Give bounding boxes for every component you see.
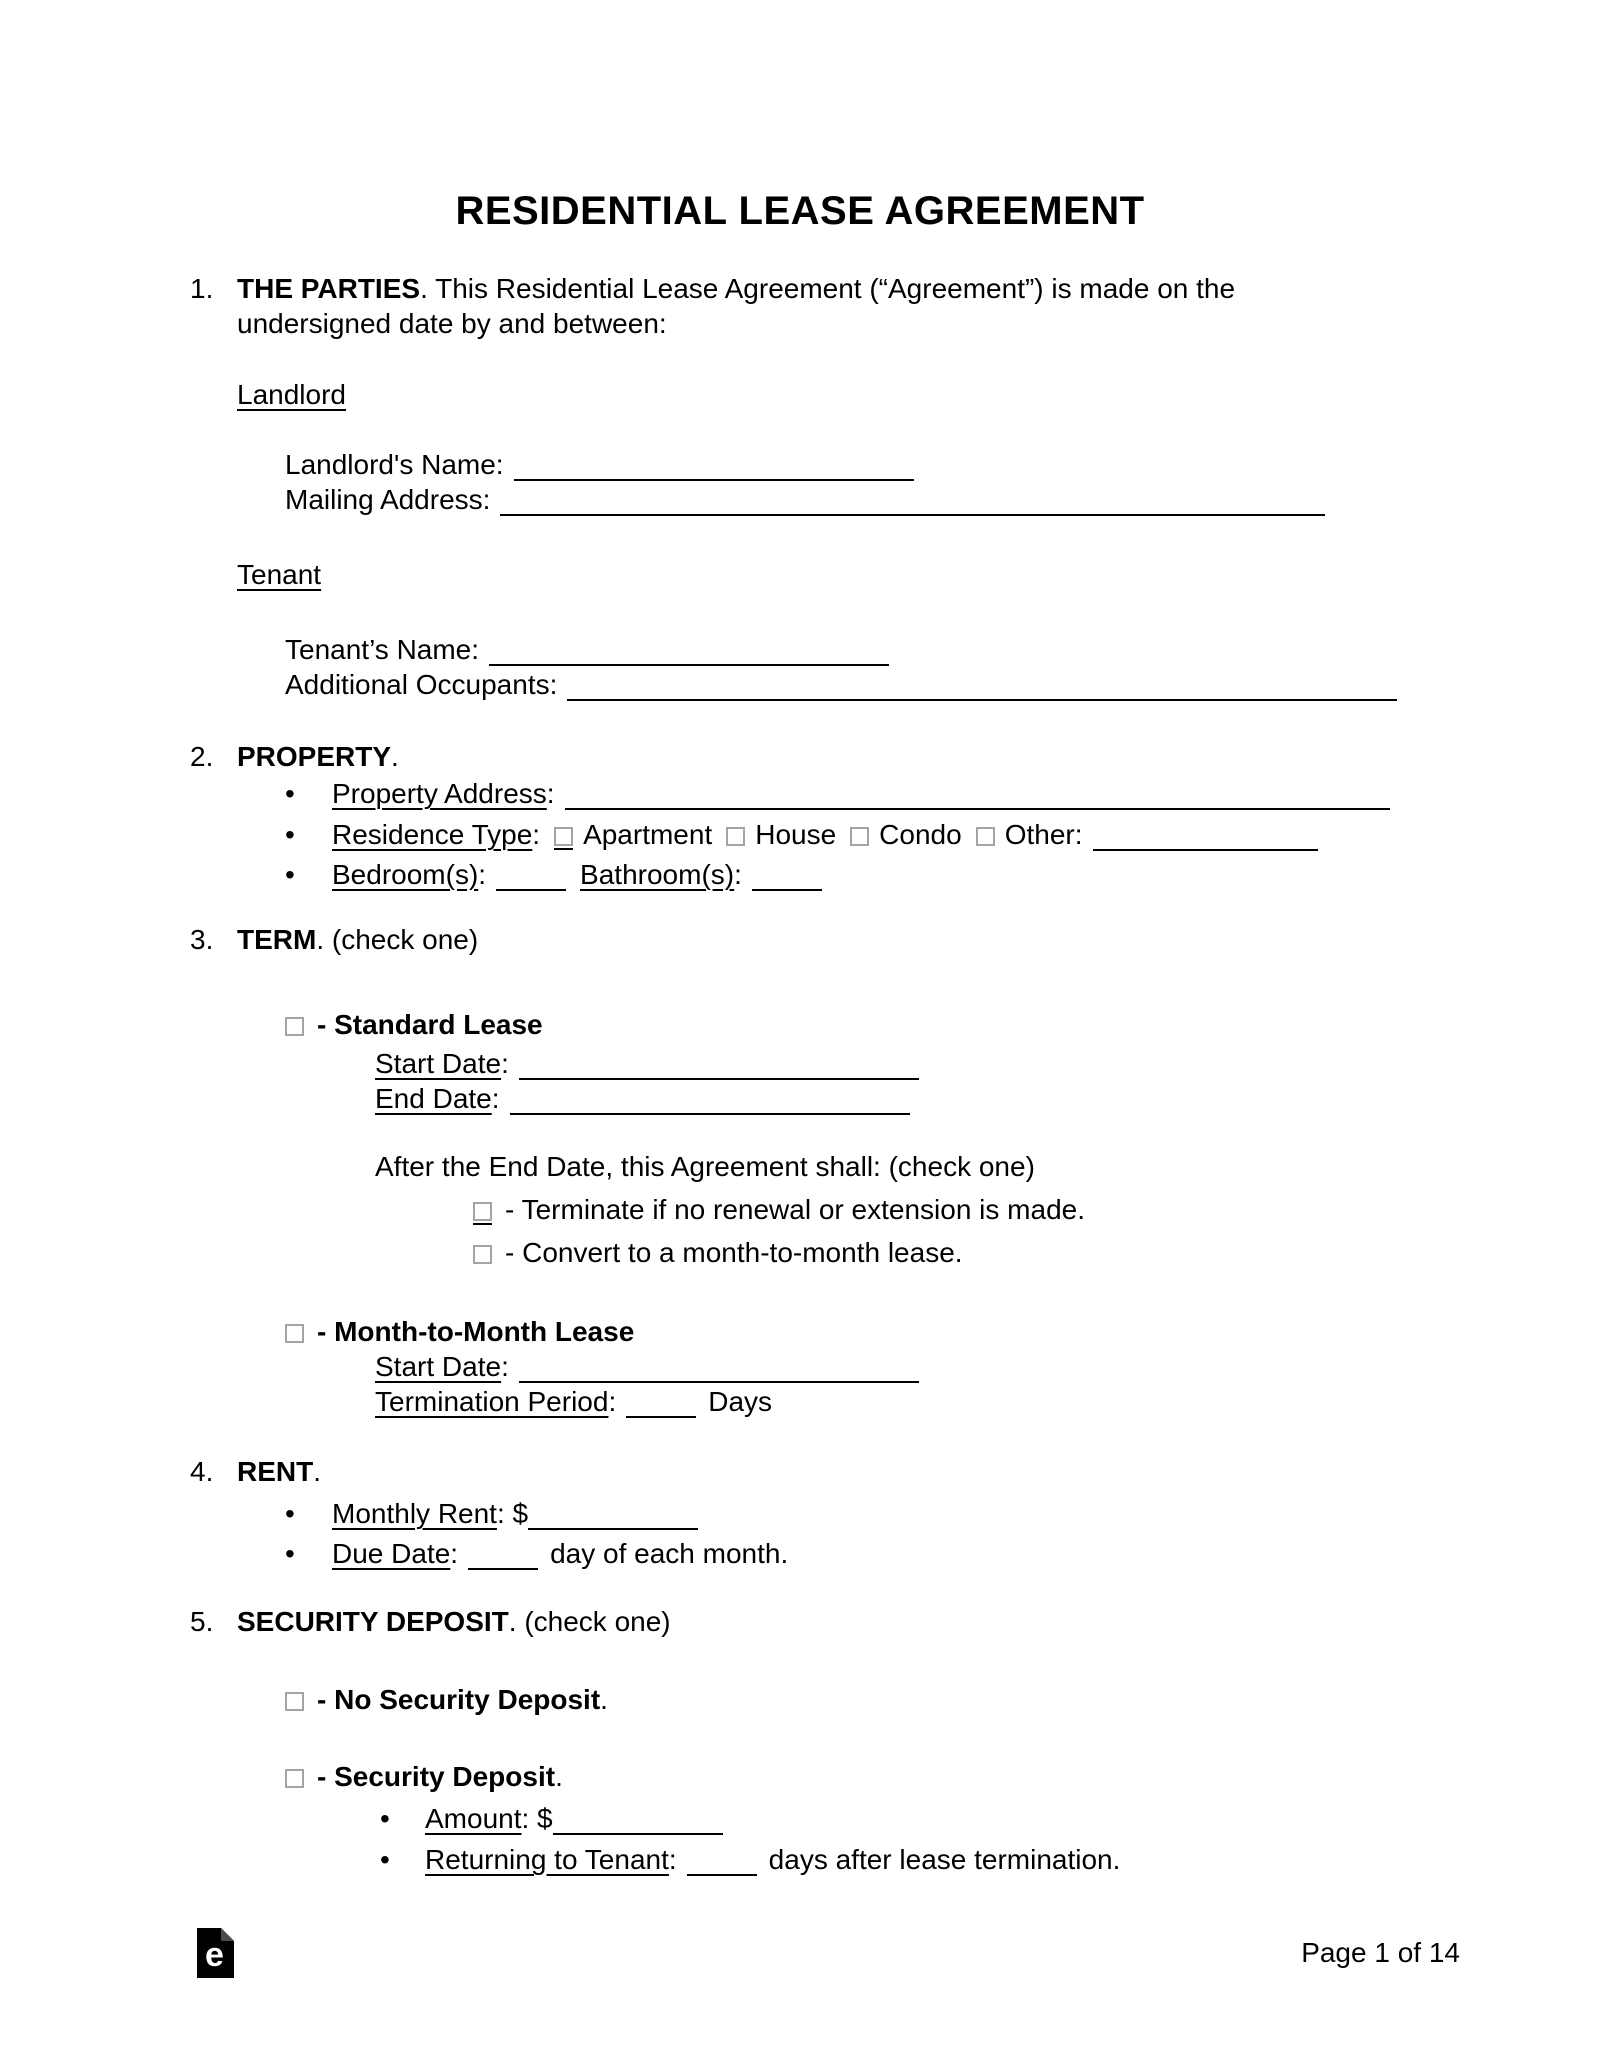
landlord-heading: Landlord: [237, 379, 346, 410]
m2m-start-date-label: Start Date: [375, 1351, 502, 1382]
standard-start-date-line: Start Date:: [375, 1047, 919, 1081]
due-date-label: Due Date: [332, 1538, 451, 1569]
section-4-title: RENT: [237, 1456, 314, 1487]
bathrooms-label: Bathroom(s): [580, 859, 735, 890]
condo-checkbox[interactable]: [850, 827, 869, 846]
apartment-option-label: Apartment: [583, 819, 713, 850]
other-residence-blank-field[interactable]: [1093, 829, 1318, 851]
section-4-number: 4.: [190, 1456, 214, 1487]
standard-lease-label: - Standard Lease: [317, 1009, 543, 1040]
bullet-icon: [380, 1802, 425, 1836]
bullet-icon: [285, 818, 332, 852]
m2m-start-date-line: Start Date:: [375, 1350, 919, 1384]
condo-option-label: Condo: [879, 819, 962, 850]
security-deposit-heading-line: 5. SECURITY DEPOSIT. (check one): [190, 1606, 671, 1637]
mailing-address-label: Mailing Address:: [285, 484, 491, 515]
document-title: RESIDENTIAL LEASE AGREEMENT: [455, 189, 1145, 233]
bullet-icon: [285, 1537, 332, 1571]
bedrooms-blank-field[interactable]: [496, 869, 566, 891]
returning-blank-field[interactable]: [687, 1854, 757, 1876]
monthly-rent-label: Monthly Rent: [332, 1498, 497, 1529]
days-label: Days: [708, 1386, 773, 1417]
month-to-month-line: [285, 1315, 634, 1349]
parties-heading-line: [190, 272, 1235, 306]
parties-intro-line-2: undersigned date by and between:: [237, 308, 667, 339]
month-to-month-label: - Month-to-Month Lease: [317, 1316, 635, 1347]
bullet-icon: [380, 1843, 425, 1877]
property-address-label: Property Address: [332, 778, 547, 809]
monthly-rent-line: •Monthly Rent: $: [285, 1497, 698, 1531]
residence-type-label: Residence Type: [332, 819, 533, 850]
amount-blank-field[interactable]: [553, 1813, 723, 1835]
termination-period-line: Termination Period: Days: [375, 1386, 773, 1417]
standard-end-date-blank-field[interactable]: [510, 1093, 910, 1115]
tenant-heading: Tenant: [237, 559, 322, 590]
property-address-blank-field[interactable]: [565, 788, 1390, 810]
eforms-logo: [197, 1928, 234, 1983]
section-2-number: 2.: [190, 741, 214, 772]
security-deposit-checkbox[interactable]: [285, 1769, 304, 1788]
logo-letter: e: [205, 1936, 224, 1974]
section-5-number: 5.: [190, 1606, 214, 1637]
section-5-title: SECURITY DEPOSIT: [237, 1606, 509, 1637]
after-end-date-line: After the End Date, this Agreement shall: (check one): [375, 1151, 1035, 1182]
bullet-icon: [285, 858, 332, 892]
bathrooms-blank-field[interactable]: [752, 869, 822, 891]
tenant-name-blank-field[interactable]: [489, 644, 889, 666]
landlord-name-line: [285, 448, 914, 482]
due-date-text: day of each month.: [550, 1538, 789, 1569]
standard-end-date-line: End Date:: [375, 1082, 910, 1116]
amount-label: Amount: [425, 1803, 522, 1834]
terminate-checkbox[interactable]: [473, 1202, 492, 1221]
start-date-label: Start Date: [375, 1048, 502, 1079]
returning-text: days after lease termination.: [768, 1844, 1121, 1875]
mailing-address-line: [285, 483, 1325, 517]
termination-period-blank-field[interactable]: [626, 1396, 696, 1418]
house-option-label: House: [755, 819, 837, 850]
additional-occupants-blank-field[interactable]: [567, 679, 1397, 701]
returning-line: •Returning to Tenant: days after lease termination.: [380, 1843, 1120, 1877]
convert-checkbox[interactable]: [473, 1245, 492, 1264]
document-logo-icon: [197, 1928, 234, 1978]
term-heading-line: 3. TERM. (check one): [190, 924, 479, 955]
rent-heading-line: 4. RENT.: [190, 1456, 322, 1487]
other-checkbox[interactable]: [976, 827, 995, 846]
additional-occupants-label: Additional Occupants:: [285, 669, 558, 700]
bedrooms-label: Bedroom(s): [332, 859, 479, 890]
m2m-start-date-blank-field[interactable]: [519, 1361, 919, 1383]
no-security-deposit-label: - No Security Deposit: [317, 1684, 601, 1715]
mailing-address-blank-field[interactable]: [500, 494, 1325, 516]
additional-occupants-line: [285, 668, 1397, 702]
termination-period-label: Termination Period: [375, 1386, 609, 1417]
due-date-blank-field[interactable]: [468, 1548, 538, 1570]
landlord-name-label: Landlord's Name:: [285, 449, 504, 480]
bedrooms-bathrooms-line: •Bedroom(s): Bathroom(s):: [285, 858, 822, 892]
section-1-title: THE PARTIES: [237, 273, 421, 304]
section-3-title: TERM: [237, 924, 317, 955]
section-2-title: PROPERTY: [237, 741, 392, 772]
standard-lease-line: [285, 1008, 543, 1042]
amount-line: •Amount: $: [380, 1802, 723, 1836]
monthly-rent-blank-field[interactable]: [528, 1508, 698, 1530]
section-3-number: 3.: [190, 924, 214, 955]
house-checkbox[interactable]: [726, 827, 745, 846]
no-security-deposit-checkbox[interactable]: [285, 1692, 304, 1711]
terminate-option-label: - Terminate if no renewal or extension is made.: [505, 1194, 1085, 1225]
no-security-deposit-line: - No Security Deposit.: [285, 1683, 608, 1717]
landlord-name-blank-field[interactable]: [514, 459, 914, 481]
bullet-icon: [285, 777, 332, 811]
due-date-line: •Due Date: day of each month.: [285, 1537, 788, 1571]
section-1-intro: . This Residential Lease Agreement (“Agreement”) is made on the: [420, 273, 1236, 304]
section-1-number: 1.: [190, 273, 214, 304]
convert-option-label: - Convert to a month-to-month lease.: [505, 1237, 963, 1268]
terminate-option-line: [473, 1193, 1085, 1227]
month-to-month-checkbox[interactable]: [285, 1324, 304, 1343]
property-heading-line: 2. PROPERTY.: [190, 741, 399, 772]
tenant-name-label: Tenant’s Name:: [285, 634, 480, 665]
convert-option-line: [473, 1236, 963, 1270]
security-deposit-label: - Security Deposit: [317, 1761, 556, 1792]
standard-start-date-blank-field[interactable]: [519, 1058, 919, 1080]
other-option-label: Other:: [1004, 819, 1083, 850]
apartment-checkbox[interactable]: [554, 827, 573, 846]
bullet-icon: [285, 1497, 332, 1531]
page-number: Page 1 of 14: [1301, 1937, 1460, 1968]
tenant-name-line: [285, 633, 889, 667]
property-address-line: •Property Address:: [285, 777, 1390, 811]
standard-lease-checkbox[interactable]: [285, 1017, 304, 1036]
end-date-label: End Date: [375, 1083, 492, 1114]
residence-type-line: •Residence Type: Apartment House Condo Other:: [285, 818, 1318, 852]
returning-label: Returning to Tenant: [425, 1844, 669, 1875]
security-deposit-line: - Security Deposit.: [285, 1760, 563, 1794]
